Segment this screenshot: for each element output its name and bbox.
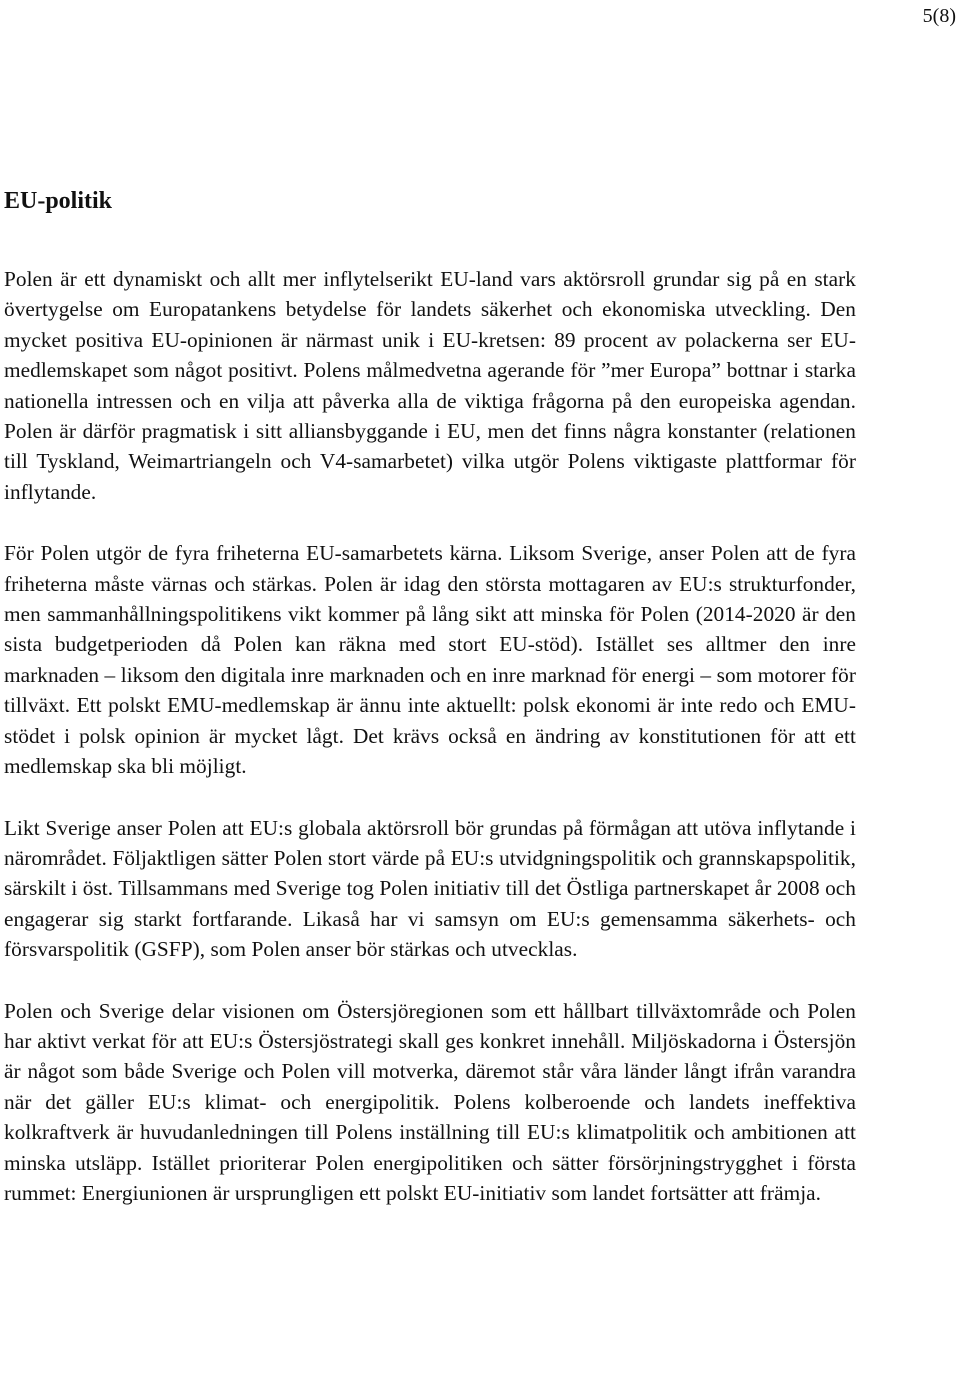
- document-body: [4, 186, 856, 1208]
- paragraph-4: Polen och Sverige delar visionen om Östersjöregionen som ett hållbart tillväxtområde och Polen har aktivt verkat för att EU:s Östersjöstrategi skall ges konkret innehåll. Miljöskadorna i Östersjön är något som både Sverige och Polen vill motverka, däremot står våra länder långt ifrån varandra när det gäller EU:s klimat- och energipolitik. Polens kolberoende och landets ineffektiva kolkraftverk är huvudanledningen till Polens inställning till EU:s klimatpolitik och ambitionen att minska utsläpp. Istället prioriterar Polen energipolitiken och sätter försörjningstrygghet i första rummet: Energiunionen är ursprungligen ett polskt EU-initiativ som landet fortsätter att främja.: [4, 998, 856, 1205]
- paragraph-2: För Polen utgör de fyra friheterna EU-samarbetets kärna. Liksom Sverige, anser Polen att de fyra friheterna måste värnas och stärkas. Polen är idag den största mottagaren av EU:s strukturfonder, men sammanhållningspolitikens vikt kommer på lång sikt att minska för Polen (2014-2020 är den sista budgetperioden då Polen kan räkna med stort EU-stöd). Istället ses alltmer den inre marknaden – liksom den digitala inre marknaden och en inre marknad för energi – som motorer för tillväxt. Ett polskt EMU-medlemskap är ännu inte aktuellt: polsk ekonomi är inte redo och EMU-stödet i polsk opinion är mycket lågt. Det krävs också en ändring av konstitutionen för att ett medlemskap ska bli möjligt.: [4, 541, 856, 779]
- section-heading: EU-politik: [4, 188, 113, 214]
- paragraph-1: Polen är ett dynamiskt och allt mer inflytelserikt EU-land vars aktörsroll grundar sig på en stark övertygelse om Europatankens betydelse för landets säkerhet och ekonomiska utveckling. Den mycket positiva EU-opinionen är närmast unik i EU-kretsen: 89 procent av polackerna ser EU-medlemskapet som något positivt. Polens målmedvetna agerande för ”mer Europa” bottnar i starka nationella intressen och en vilja att påverka alla de viktiga frågorna på den europeiska agendan. Polen är därför pragmatisk i sitt alliansbyggande i EU, men det finns några konstanter (relationen till Tyskland, Weimartriangeln och V4-samarbetet) vilka utgör Polens viktigaste plattformar för inflytande.: [4, 267, 856, 504]
- page-number: 5(8): [922, 5, 956, 27]
- paragraph-3: Likt Sverige anser Polen att EU:s globala aktörsroll bör grundas på förmågan att utöva inflytande i närområdet. Följaktligen sätter Polen stort värde på EU:s utvidgningspolitik och grannskapspolitik, särskilt i öst. Tillsammans med Sverige tog Polen initiativ till det Östliga partnerskapet år 2008 och engagerar sig starkt fortfarande. Likaså har vi samsyn om EU:s gemensamma säkerhets- och försvarspolitik (GSFP), som Polen anser bör stärkas och utvecklas.: [4, 815, 856, 962]
